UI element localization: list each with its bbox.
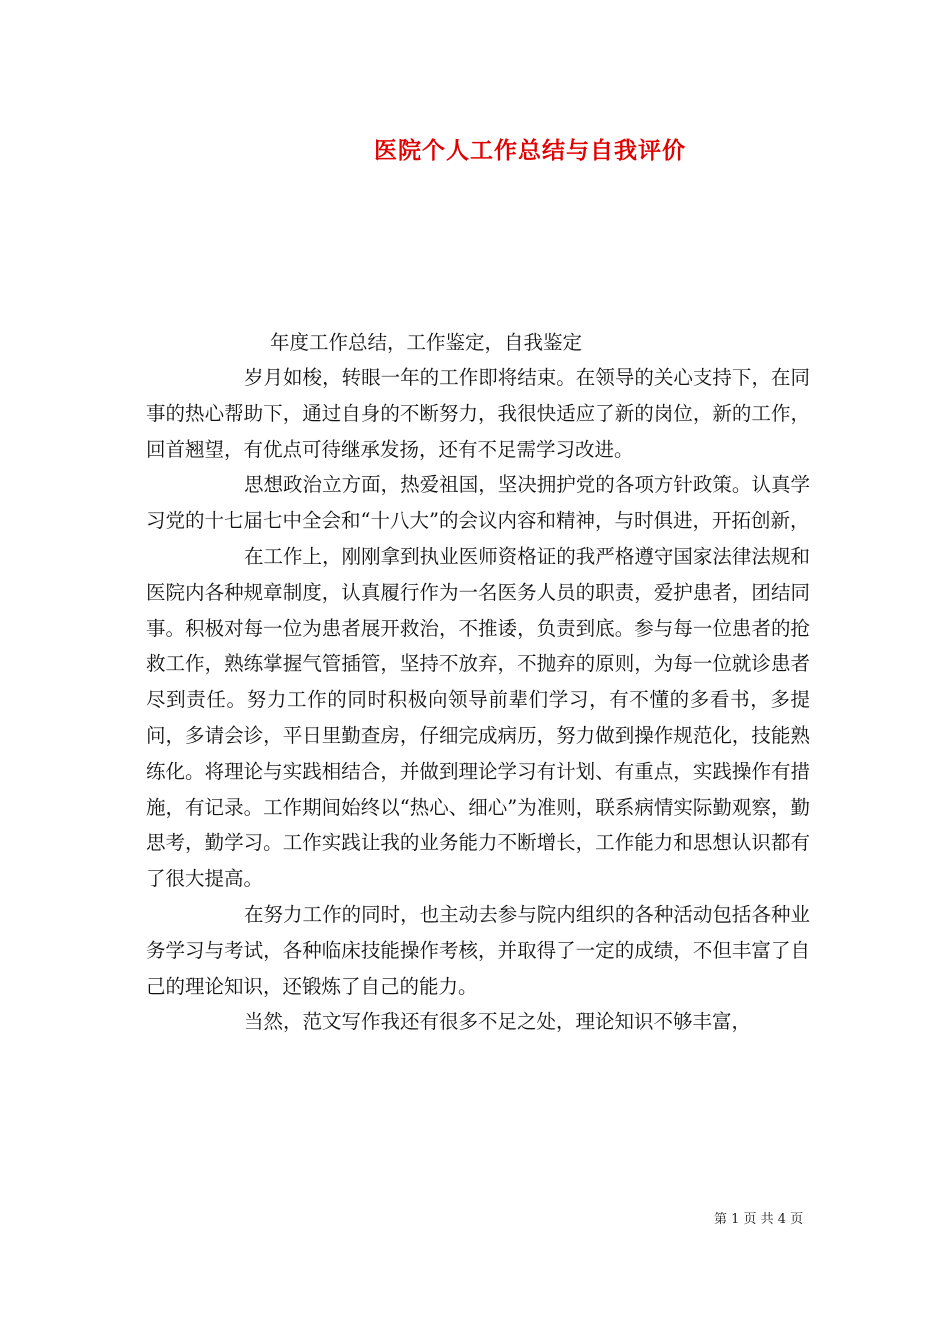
paragraph-work: 在工作上，刚刚拿到执业医师资格证的我严格遵守国家法律法规和医院内各种规章制度，认真履行作为一名医务人员的职责，爱护患者，团结同事。积极对每一位为患者展开救治，不推诿，负责到底。参与每一位患者的抢救工作，熟练掌握气管插管，坚持不放弃，不抛弃的原则，为每一位就诊患者尽到责任。努力工作的同时积极向领导前辈们学习，有不懂的多看书，多提问，多请会诊，平日里勤查房，仔细完成病历，努力做到操作规范化，技能熟练化。将理论与实践相结合，并做到理论学习有计划、有重点，实践操作有措施，有记录。工作期间始终以“热心、细心”为准则，联系病情实际勤观察，勤思考，勤学习。工作实践让我的业务能力不断增长，工作能力和思想认识都有了很大提高。 xyxy=(146,544,810,891)
document-title: 医院个人工作总结与自我评价 xyxy=(374,137,686,164)
paragraph-politics: 思想政治立方面，热爱祖国，坚决拥护党的各项方针政策。认真学习党的十七届七中全会和“十八大”的会议内容和精神，与时俱进，开拓创新， xyxy=(146,473,810,533)
paragraph-activities: 在努力工作的同时，也主动去参与院内组织的各种活动包括各种业务学习与考试，各种临床技能操作考核，并取得了一定的成绩，不但丰富了自己的理论知识，还锻炼了自己的能力。 xyxy=(146,902,810,998)
page-number-footer: 第 1 页 共 4 页 xyxy=(714,1212,804,1227)
paragraph-intro: 岁月如梭，转眼一年的工作即将结束。在领导的关心支持下，在同事的热心帮助下，通过自身的不断努力，我很快适应了新的岗位，新的工作，回首翘望，有优点可待继承发扬，还有不足需学习改进。 xyxy=(146,366,810,461)
paragraph-shortcomings: 当然，范文写作我还有很多不足之处，理论知识不够丰富， xyxy=(244,1010,752,1034)
document-subtitle: 年度工作总结，工作鉴定，自我鉴定 xyxy=(270,331,583,354)
document-body xyxy=(146,360,810,1040)
